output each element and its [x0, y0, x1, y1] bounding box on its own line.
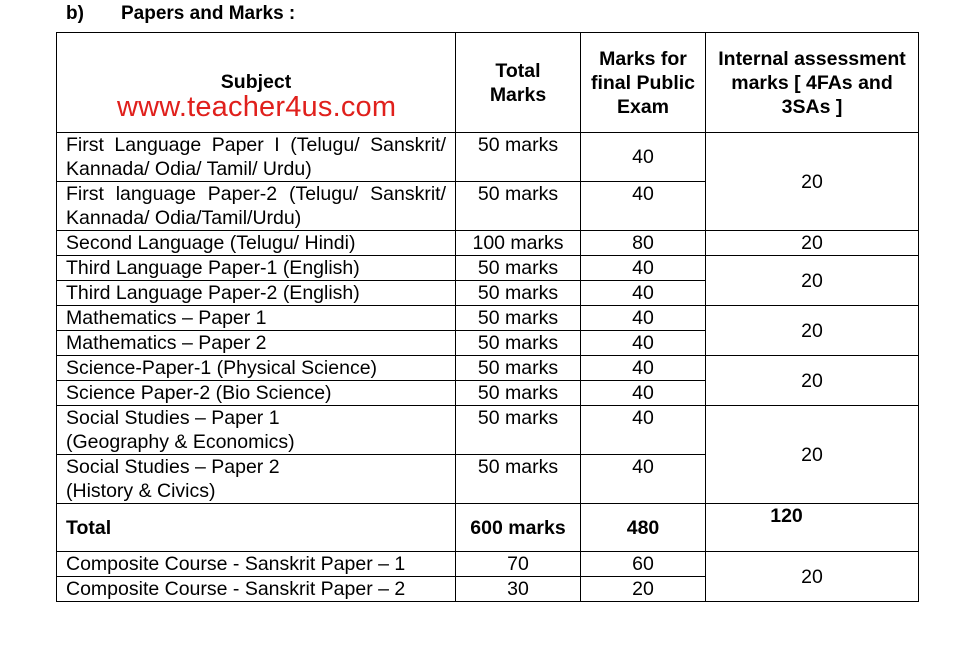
final-marks-cell: 60	[581, 552, 706, 577]
subject-cell: Second Language (Telugu/ Hindi)	[57, 231, 456, 256]
total-marks-cell: 50 marks	[456, 406, 581, 455]
subject-cell: Third Language Paper-2 (English)	[57, 281, 456, 306]
total-marks-cell: 50 marks	[456, 306, 581, 331]
table-row	[57, 231, 919, 256]
internal-marks-cell: 20	[706, 231, 919, 256]
internal-marks-cell: 20	[706, 406, 919, 504]
section-title: Papers and Marks :	[121, 3, 296, 24]
subject-cell: Mathematics – Paper 1	[57, 306, 456, 331]
papers-marks-table	[56, 32, 919, 602]
subject-cell	[57, 406, 456, 455]
final-marks-cell: 80	[581, 231, 706, 256]
total-marks-cell: 30	[456, 577, 581, 602]
subject-subline: (Geography & Economics)	[66, 431, 295, 453]
final-marks-cell: 40	[581, 182, 706, 231]
total-row	[57, 504, 919, 552]
total-marks-cell: 50 marks	[456, 381, 581, 406]
total-marks-cell: 50 marks	[456, 133, 581, 182]
header-subject: Subject www.teacher4us.com	[57, 33, 456, 133]
total-marks-cell: 70	[456, 552, 581, 577]
final-marks-cell: 20	[581, 577, 706, 602]
subject-cell: First language Paper-2 (Telugu/ Sanskrit/ Kannada/ Odia/Tamil/Urdu)	[57, 182, 456, 231]
subject-cell: Science-Paper-1 (Physical Science)	[57, 356, 456, 381]
final-marks-cell: 40	[581, 331, 706, 356]
table-row	[57, 356, 919, 381]
internal-marks-cell: 20	[706, 356, 919, 406]
header-row	[57, 33, 919, 133]
table-row	[57, 133, 919, 182]
internal-marks-sum: 120	[706, 504, 919, 552]
final-marks-cell: 40	[581, 281, 706, 306]
table-row	[57, 306, 919, 331]
total-marks-sum: 600 marks	[456, 504, 581, 552]
final-marks-cell: 40	[581, 455, 706, 504]
total-marks-cell: 50 marks	[456, 455, 581, 504]
total-marks-cell: 50 marks	[456, 256, 581, 281]
table-row	[57, 552, 919, 577]
final-marks-cell: 40	[581, 256, 706, 281]
subject-line: Social Studies – Paper 2	[66, 456, 280, 478]
total-marks-cell: 50 marks	[456, 356, 581, 381]
final-marks-cell: 40	[581, 356, 706, 381]
subject-subline: (History & Civics)	[66, 480, 216, 502]
subject-cell: Composite Course - Sanskrit Paper – 1	[57, 552, 456, 577]
total-marks-cell: 50 marks	[456, 281, 581, 306]
table-row	[57, 406, 919, 455]
total-marks-cell: 50 marks	[456, 331, 581, 356]
final-marks-cell: 40	[581, 406, 706, 455]
subject-cell: Science Paper-2 (Bio Science)	[57, 381, 456, 406]
subject-line: Social Studies – Paper 1	[66, 407, 280, 429]
internal-marks-cell: 20	[706, 306, 919, 356]
header-internal-assessment: Internal assessment marks [ 4FAs and 3SAs ]	[706, 33, 919, 133]
subject-cell: Mathematics – Paper 2	[57, 331, 456, 356]
header-final-exam: Marks for final Public Exam	[581, 33, 706, 133]
section-heading	[66, 3, 295, 25]
final-marks-cell: 40	[581, 133, 706, 182]
subject-cell: Third Language Paper-1 (English)	[57, 256, 456, 281]
section-number: b)	[66, 3, 84, 24]
subject-cell: Composite Course - Sanskrit Paper – 2	[57, 577, 456, 602]
total-label: Total	[57, 504, 456, 552]
total-marks-cell: 50 marks	[456, 182, 581, 231]
total-marks-cell: 100 marks	[456, 231, 581, 256]
watermark: www.teacher4us.com	[117, 91, 397, 123]
table-row	[57, 256, 919, 281]
final-marks-cell: 40	[581, 306, 706, 331]
final-marks-cell: 40	[581, 381, 706, 406]
subject-cell: First Language Paper I (Telugu/ Sanskrit/ Kannada/ Odia/ Tamil/ Urdu)	[57, 133, 456, 182]
header-total-marks: Total Marks	[456, 33, 581, 133]
subject-cell	[57, 455, 456, 504]
internal-marks-cell: 20	[706, 552, 919, 602]
internal-marks-cell: 20	[706, 133, 919, 231]
final-marks-sum: 480	[581, 504, 706, 552]
internal-marks-cell: 20	[706, 256, 919, 306]
